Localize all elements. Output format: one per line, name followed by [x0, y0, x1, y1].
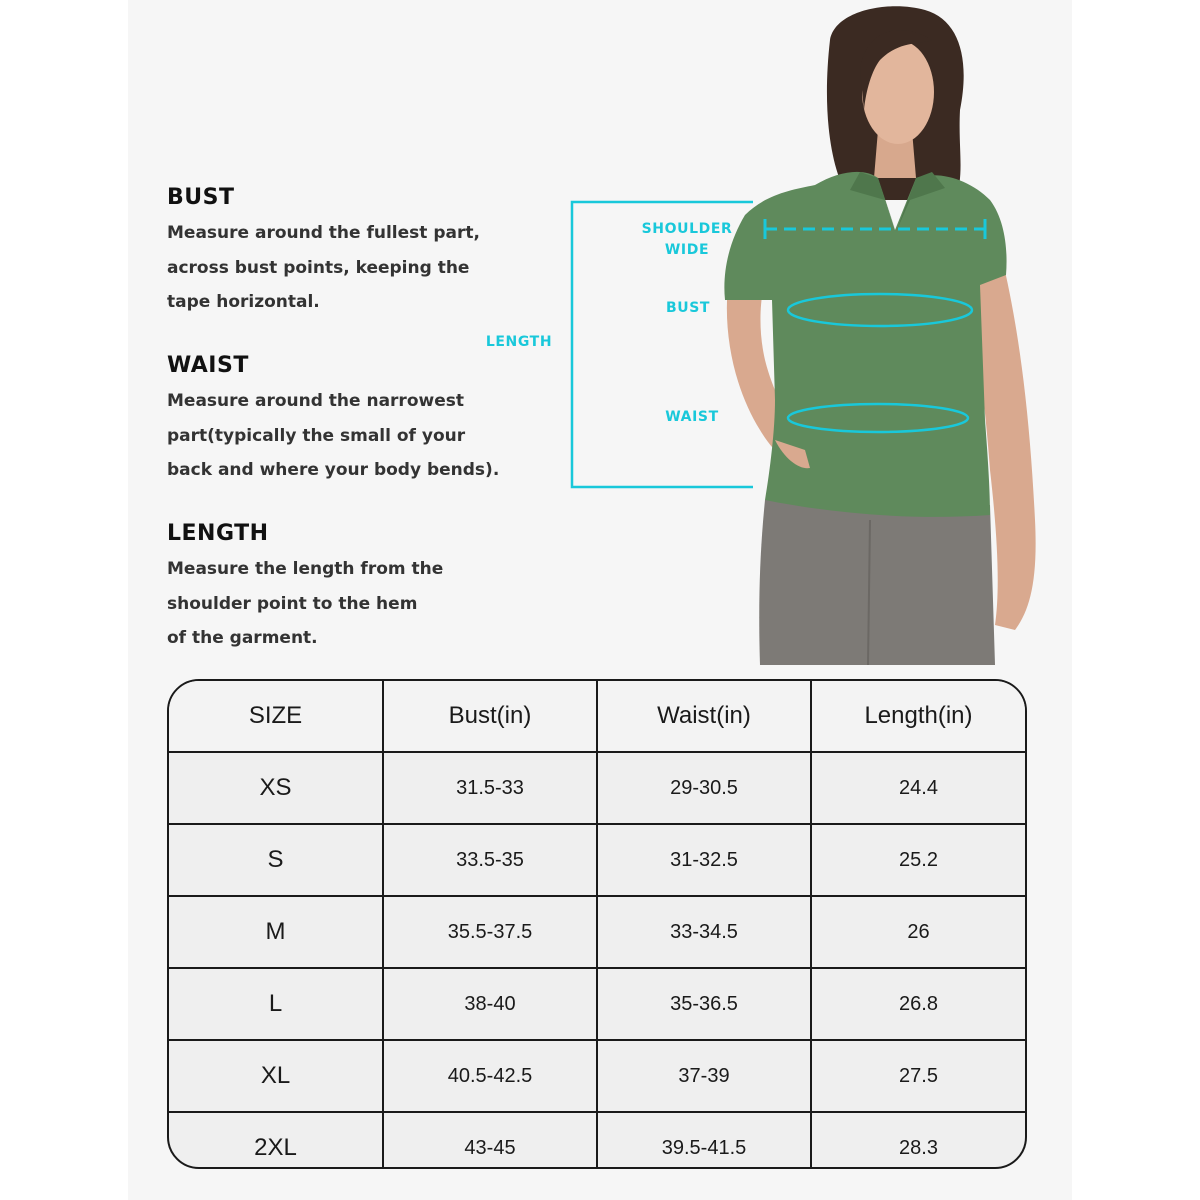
length-cell: 27.5 [811, 1040, 1025, 1112]
bust-cell: 33.5-35 [383, 824, 597, 896]
waist-line-3: back and where your body bends). [167, 460, 500, 480]
table-row [169, 896, 1025, 968]
bust-line-1: Measure around the fullest part, [167, 223, 480, 243]
length-cell: 24.4 [811, 752, 1025, 824]
waist-diagram-label: WAIST [665, 409, 719, 425]
shoulder-label-line-1: SHOULDER [641, 221, 733, 237]
waist-description [167, 384, 527, 488]
bust-cell: 40.5-42.5 [383, 1040, 597, 1112]
table-row [169, 752, 1025, 824]
bust-cell: 43-45 [383, 1112, 597, 1169]
shoulder-wide-label [632, 219, 742, 261]
bust-cell: 38-40 [383, 968, 597, 1040]
length-line-2: shoulder point to the hem [167, 593, 418, 614]
bust-description [167, 216, 527, 320]
bust-cell: 31.5-33 [383, 752, 597, 824]
size-cell: S [169, 824, 383, 896]
bust-guide [167, 185, 527, 320]
waist-title: WAIST [167, 353, 249, 378]
bust-line-3: tape horizontal. [167, 292, 320, 312]
length-label: LENGTH [485, 334, 553, 350]
table-row [169, 1040, 1025, 1112]
header-waist: Waist(in) [597, 681, 811, 752]
header-length: Length(in) [811, 681, 1025, 752]
size-cell: L [169, 968, 383, 1040]
length-title: LENGTH [167, 521, 269, 546]
waist-measure-ellipse [788, 404, 968, 432]
length-cell: 28.3 [899, 1136, 938, 1159]
bust-title: BUST [167, 185, 235, 210]
size-table [169, 681, 1025, 1169]
table-row [169, 1112, 1025, 1169]
bust-measure-ellipse [788, 294, 972, 326]
model-measurement-diagram [485, 0, 1070, 665]
size-chart-table [167, 679, 1027, 1169]
bust-diagram-label: BUST [665, 300, 711, 316]
waist-cell: 29-30.5 [597, 752, 811, 824]
header-bust: Bust(in) [383, 681, 597, 752]
measurement-overlay [560, 0, 1070, 665]
length-line-1: Measure the length from the [167, 559, 444, 579]
waist-cell: 33-34.5 [597, 896, 811, 968]
waist-cell: 35-36.5 [597, 968, 811, 1040]
waist-cell: 31-32.5 [597, 824, 811, 896]
header-size: SIZE [169, 681, 383, 752]
size-cell: M [169, 896, 383, 968]
size-cell: XS [169, 752, 383, 824]
bust-cell: 35.5-37.5 [383, 896, 597, 968]
size-cell: 2XL [169, 1112, 383, 1169]
length-description [167, 552, 527, 656]
waist-line-2: part(typically the small of your [167, 425, 466, 446]
waist-line-1: Measure around the narrowest [167, 391, 464, 411]
table-row [169, 824, 1025, 896]
bust-line-2: across bust points, keeping the [167, 257, 470, 278]
length-cell: 26.8 [811, 968, 1025, 1040]
length-line-3: of the garment. [167, 628, 318, 648]
shoulder-label-line-2: WIDE [664, 242, 710, 258]
waist-cell: 37-39 [597, 1040, 811, 1112]
waist-cell: 39.5-41.5 [597, 1112, 811, 1169]
size-cell: XL [169, 1040, 383, 1112]
length-cell: 26 [811, 896, 1025, 968]
table-header-row [169, 681, 1025, 752]
waist-guide [167, 353, 527, 488]
length-guide [167, 521, 527, 656]
length-cell: 25.2 [811, 824, 1025, 896]
table-row [169, 968, 1025, 1040]
